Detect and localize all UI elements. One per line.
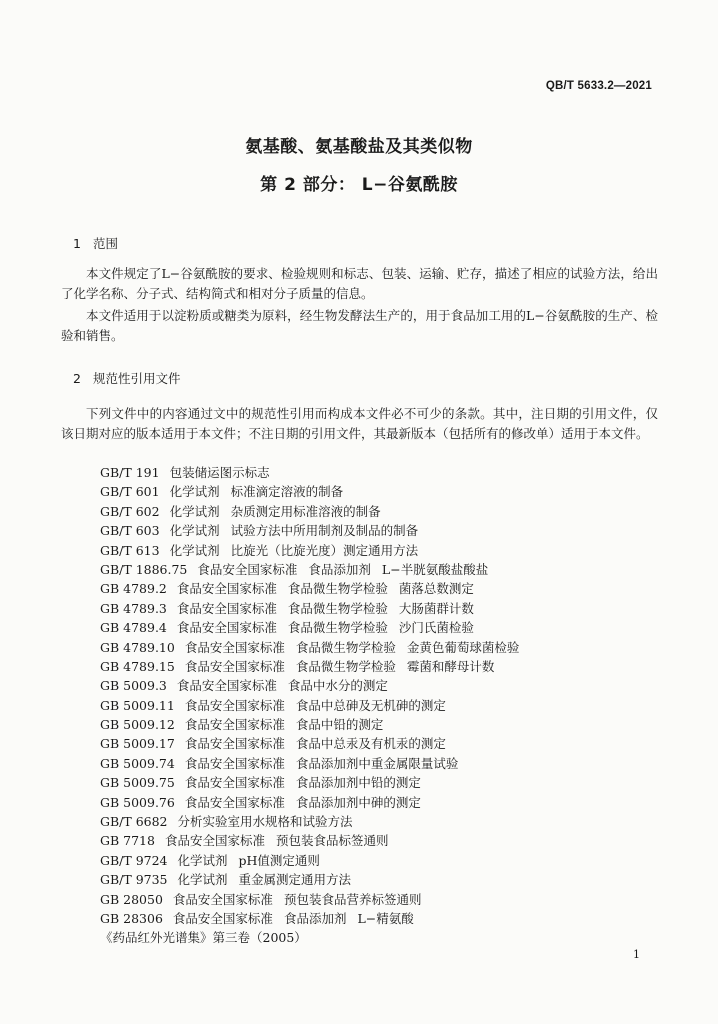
- reference-title-part: 化学试剂: [169, 503, 220, 519]
- reference-code: GB 4789.2: [100, 581, 167, 597]
- reference-item: [100, 734, 530, 753]
- reference-title-part: 金黄色葡萄球菌检验: [406, 639, 520, 655]
- reference-title-part: 食品安全国家标准: [184, 717, 285, 733]
- document-subtitle: 第 2 部分： L−谷氨酰胺: [260, 175, 458, 195]
- reference-title-part: 预包装食品营养标签通则: [283, 891, 422, 907]
- reference-item: [100, 909, 530, 928]
- reference-code: GB 5009.12: [100, 717, 175, 733]
- reference-title-part: 食品安全国家标准: [176, 600, 277, 616]
- reference-code: GB/T 191: [100, 465, 160, 480]
- reference-title-part: 食品安全国家标准: [184, 775, 285, 791]
- reference-item: [100, 793, 530, 812]
- reference-title-part: pH值测定通则: [238, 852, 320, 868]
- reference-item: [100, 502, 530, 521]
- reference-code: GB 5009.3: [100, 678, 167, 694]
- reference-title-part: 包装储运图示标志: [169, 465, 270, 480]
- reference-item: [100, 579, 530, 598]
- reference-item: [100, 657, 530, 676]
- reference-title-part: 食品添加剂中砷的测定: [295, 794, 421, 810]
- reference-item: [100, 890, 530, 909]
- reference-code: GB 5009.76: [100, 794, 175, 810]
- page-number: 1: [633, 948, 640, 961]
- reference-item: [100, 831, 530, 850]
- scope-paragraph: 本文件规定了L−谷氨酰胺的要求、检验规则和标志、包装、运输、贮存，描述了相应的试验方法，给出了化学名称、分子式、结构简式和相对分子质量的信息。: [61, 266, 658, 301]
- reference-title-part: 分析实验室用水规格和试验方法: [177, 814, 353, 830]
- reference-code: GB/T 9724: [100, 852, 168, 868]
- reference-title-part: 化学试剂: [169, 523, 220, 539]
- reference-title-part: 食品中水分的测定: [287, 678, 388, 694]
- reference-title-part: 食品安全国家标准: [176, 620, 277, 636]
- reference-code: GB 4789.3: [100, 600, 167, 616]
- reference-title-part: 杂质测定用标准溶液的制备: [230, 503, 381, 519]
- reference-title-part: 重金属测定通用方法: [238, 872, 352, 888]
- reference-title-part: 食品安全国家标准: [172, 910, 273, 926]
- reference-item: [100, 715, 530, 734]
- reference-item: [100, 541, 530, 560]
- reference-code: GB 28050: [100, 891, 163, 907]
- reference-title-part: 食品微生物学检验: [295, 639, 396, 655]
- reference-code: GB 28306: [100, 910, 163, 926]
- reference-code: GB 5009.75: [100, 775, 175, 791]
- section-title: 范围: [92, 236, 118, 251]
- reference-code: GB/T 601: [100, 484, 160, 500]
- reference-code: GB 5009.17: [100, 736, 175, 752]
- scope-paragraph: 本文件适用于以淀粉质或糖类为原料，经生物发酵法生产的，用于食品加工用的L−谷氨酰胺的生产、检验和销售。: [61, 308, 658, 343]
- reference-code: GB/T 613: [100, 542, 160, 558]
- standard-code: QB/T 5633.2—2021: [545, 80, 652, 92]
- reference-title-part: 食品微生物学检验: [287, 581, 388, 597]
- reference-title-part: 食品微生物学检验: [295, 658, 396, 674]
- reference-code: GB 7718: [100, 833, 155, 849]
- reference-title-part: 食品安全国家标准: [184, 697, 285, 713]
- reference-title-part: 食品安全国家标准: [164, 833, 265, 849]
- reference-item: [100, 696, 530, 715]
- reference-title-part: 食品中总汞及有机汞的测定: [295, 736, 446, 752]
- reference-item: [100, 870, 530, 889]
- reference-title-part: 化学试剂: [177, 872, 228, 888]
- reference-item: [100, 599, 530, 618]
- reference-code: GB 4789.10: [100, 639, 175, 655]
- reference-item: [100, 851, 530, 870]
- reference-item: [100, 463, 530, 482]
- reference-title-part: 食品安全国家标准: [184, 755, 285, 771]
- reference-title-part: 食品添加剂: [308, 561, 371, 577]
- reference-title-part: 化学试剂: [177, 852, 228, 868]
- reference-title-part: 化学试剂: [169, 484, 220, 500]
- reference-title-part: L−精氨酸: [357, 910, 414, 926]
- reference-item: [100, 754, 530, 773]
- reference-title-part: 食品安全国家标准: [176, 581, 277, 597]
- reference-title-part: 《药品红外光谱集》第三卷（2005）: [100, 930, 307, 946]
- section-heading-normative-references: [73, 369, 181, 387]
- reference-item: [100, 638, 530, 657]
- reference-title-part: 食品安全国家标准: [184, 794, 285, 810]
- reference-title-part: 化学试剂: [169, 542, 220, 558]
- reference-item: [100, 676, 530, 695]
- reference-title-part: 食品安全国家标准: [172, 891, 273, 907]
- reference-item: [100, 812, 530, 831]
- section-number: 1: [73, 236, 81, 251]
- reference-title-part: 食品添加剂: [283, 910, 347, 926]
- reference-title-part: L−半胱氨酸盐酸盐: [381, 561, 489, 577]
- reference-title-part: 食品安全国家标准: [197, 561, 298, 577]
- reference-code: GB/T 6682: [100, 814, 168, 830]
- reference-title-part: 食品添加剂中重金属限量试验: [295, 755, 459, 771]
- reference-title-part: 菌落总数测定: [398, 581, 474, 597]
- reference-code: GB 4789.4: [100, 620, 167, 636]
- reference-item: [100, 928, 530, 947]
- reference-code: GB 4789.15: [100, 658, 175, 674]
- reference-title-part: 食品添加剂中铅的测定: [295, 775, 421, 791]
- reference-code: GB/T 1886.75: [100, 561, 188, 577]
- section-number: 2: [73, 371, 81, 386]
- reference-title-part: 试验方法中所用制剂及制品的制备: [230, 523, 419, 539]
- reference-title-part: 食品中总砷及无机砷的测定: [295, 697, 446, 713]
- reference-title-part: 大肠菌群计数: [398, 600, 474, 616]
- reference-code: GB 5009.74: [100, 755, 175, 771]
- reference-item: [100, 482, 530, 501]
- reference-code: GB/T 9735: [100, 872, 168, 888]
- reference-title-part: 食品安全国家标准: [184, 658, 285, 674]
- reference-title-part: 预包装食品标签通则: [275, 833, 389, 849]
- reference-title-part: 食品安全国家标准: [176, 678, 277, 694]
- document-title: 氨基酸、氨基酸盐及其类似物: [245, 137, 473, 157]
- reference-item: [100, 560, 530, 579]
- reference-title-part: 食品微生物学检验: [287, 620, 388, 636]
- reference-title-part: 食品安全国家标准: [184, 736, 285, 752]
- reference-item: [100, 521, 530, 540]
- reference-title-part: 标准滴定溶液的制备: [230, 484, 344, 500]
- reference-list: [100, 463, 530, 948]
- reference-code: GB/T 603: [100, 523, 160, 539]
- reference-item: [100, 618, 530, 637]
- reference-title-part: 食品安全国家标准: [184, 639, 285, 655]
- reference-title-part: 食品中铅的测定: [295, 717, 384, 733]
- references-intro-paragraph: 下列文件中的内容通过文中的规范性引用而构成本文件必不可少的条款。其中，注日期的引用文件，仅该日期对应的版本适用于本文件；不注日期的引用文件，其最新版本（包括所有的修改单）适用于本文件。: [61, 406, 658, 441]
- reference-title-part: 霉菌和酵母计数: [406, 658, 495, 674]
- section-heading-scope: [73, 234, 118, 252]
- section-title: 规范性引用文件: [92, 371, 181, 386]
- reference-code: GB 5009.11: [100, 697, 175, 713]
- reference-item: [100, 773, 530, 792]
- reference-title-part: 比旋光（比旋光度）测定通用方法: [230, 542, 419, 558]
- reference-title-part: 沙门氏菌检验: [398, 620, 474, 636]
- reference-code: GB/T 602: [100, 503, 160, 519]
- reference-title-part: 食品微生物学检验: [287, 600, 388, 616]
